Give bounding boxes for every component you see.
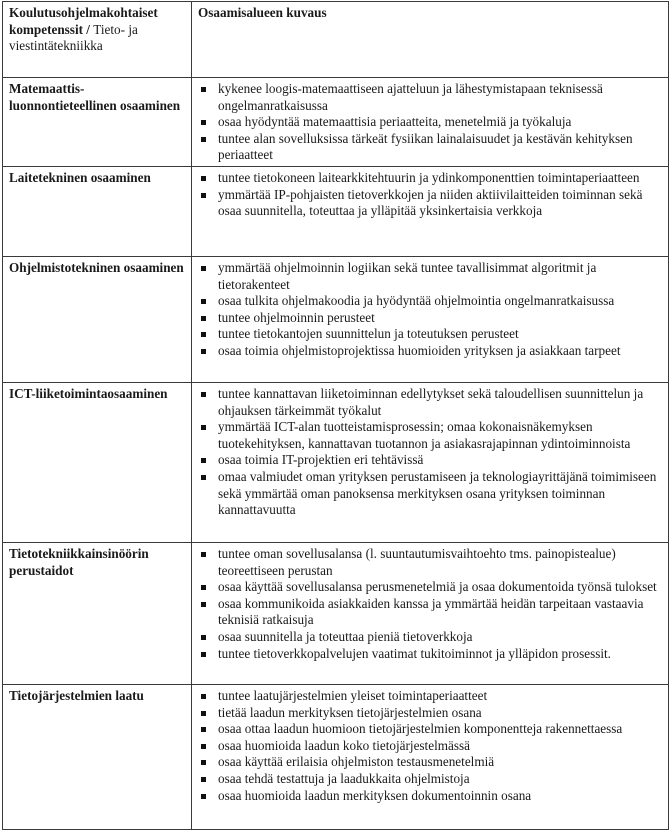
- table-body: [3, 78, 669, 830]
- list-item: ymmärtää ohjelmoinnin logiikan sekä tuntee tavallisimmat algoritmit ja tietorakenteet: [198, 260, 664, 293]
- table-row: [3, 256, 669, 382]
- list-item: tietää laadun merkityksen tietojärjestelmien osana: [198, 705, 664, 722]
- list-item: omaa valmiudet oman yrityksen perustamiseen ja teknologiayrittäjänä toimimiseen sekä ymmärtää oman panoksensa merkityksen osana yrityksen toiminnan kannattavuutta: [198, 469, 664, 519]
- list-item: kykenee loogis-matemaattiseen ajatteluun ja lähestymistapaan teknisessä ongelmanratkaisussa: [198, 81, 664, 114]
- competence-description: [192, 542, 669, 684]
- bullet-list: [198, 81, 664, 164]
- list-item: osaa suunnitella ja toteuttaa pieniä tietoverkkoja: [198, 629, 664, 646]
- table-row: [3, 684, 669, 829]
- list-item: osaa huomioida laadun koko tietojärjestelmässä: [198, 738, 664, 755]
- list-item: tuntee ohjelmoinnin perusteet: [198, 310, 664, 327]
- list-item: tuntee alan sovelluksissa tärkeät fysiikan lainalaisuudet ja kestävän kehityksen periaatteet: [198, 131, 664, 164]
- competence-description: [192, 382, 669, 542]
- list-item: osaa huomioida laadun merkityksen dokumentoinnin osana: [198, 788, 664, 805]
- table-row: [3, 166, 669, 256]
- list-item: osaa toimia ohjelmistoprojektissa huomioiden yrityksen ja asiakkaan tarpeet: [198, 343, 664, 360]
- table-row: [3, 542, 669, 684]
- competence-area: Matemaattis-luonnontieteellinen osaaminen: [3, 78, 192, 167]
- competence-description: [192, 166, 669, 256]
- list-item: tuntee tietokoneen laitearkkitehtuurin ja ydinkomponenttien toimintaperiaatteen: [198, 170, 664, 187]
- header-competences-title: Koulutusohjelmakohtaiset kompetenssit: [9, 5, 158, 37]
- list-item: tuntee oman sovellusalansa (l. suuntautumisvaihtoehto tms. painopistealue) teoreettiseen perustan: [198, 546, 664, 579]
- header-separator: /: [83, 21, 94, 37]
- competence-area: Tietojärjestelmien laatu: [3, 684, 192, 829]
- header-program-name: Tieto- ja viestintätekniikka: [9, 21, 138, 54]
- list-item: osaa toimia IT-projektien eri tehtävissä: [198, 452, 664, 469]
- list-item: tuntee tietoverkkopalvelujen vaatimat tukitoiminnot ja ylläpidon prosessit.: [198, 646, 664, 663]
- competence-area: Laitetekninen osaaminen: [3, 166, 192, 256]
- competence-area: ICT-liiketoimintaosaaminen: [3, 382, 192, 542]
- list-item: osaa kommunikoida asiakkaiden kanssa ja ymmärtää heidän tarpeitaan vastaavia teknisiä ratkaisuja: [198, 596, 664, 629]
- bullet-list: [198, 170, 664, 220]
- bullet-list: [198, 386, 664, 519]
- list-item: tuntee laatujärjestelmien yleiset toimintaperiaatteet: [198, 688, 664, 705]
- header-row: [3, 2, 669, 78]
- table-row: [3, 78, 669, 167]
- list-item: osaa tehdä testattuja ja laadukkaita ohjelmistoja: [198, 771, 664, 788]
- header-description: Osaamisalueen kuvaus: [192, 2, 669, 78]
- list-item: tuntee kannattavan liiketoiminnan edellytykset sekä taloudellisen suunnittelun ja ohjauksen tärkeimmät työkalut: [198, 386, 664, 419]
- competence-area: Tietotekniikkainsinöörin perustaidot: [3, 542, 192, 684]
- list-item: ymmärtää IP-pohjaisten tietoverkkojen ja niiden aktiivilaitteiden toiminnan sekä osaa suunnitella, toteuttaa ja ylläpitää yksinkertaisia verkkoja: [198, 187, 664, 220]
- list-item: osaa käyttää sovellusalansa perusmenetelmiä ja osaa dokumentoida työnsä tulokset: [198, 579, 664, 596]
- list-item: tuntee tietokantojen suunnittelun ja toteutuksen perusteet: [198, 326, 664, 343]
- list-item: osaa hyödyntää matemaattisia periaatteita, menetelmiä ja työkaluja: [198, 114, 664, 131]
- header-competences: [3, 2, 192, 78]
- bullet-list: [198, 546, 664, 662]
- list-item: ymmärtää ICT-alan tuotteistamisprosessin; omaa kokonaisnäkemyksen tuotekehityksen, kannattavan tuotannon ja asiakasrajapinnan ydintoiminnoista: [198, 419, 664, 452]
- competence-description: [192, 256, 669, 382]
- competence-description: [192, 684, 669, 829]
- list-item: osaa ottaa laadun huomioon tietojärjestelmien komponentteja rakennettaessa: [198, 721, 664, 738]
- list-item: osaa tulkita ohjelmakoodia ja hyödyntää ohjelmointia ongelmanratkaisussa: [198, 293, 664, 310]
- competence-area: Ohjelmistotekninen osaaminen: [3, 256, 192, 382]
- bullet-list: [198, 260, 664, 360]
- competence-description: [192, 78, 669, 167]
- list-item: osaa käyttää erilaisia ohjelmiston testausmenetelmiä: [198, 754, 664, 771]
- bullet-list: [198, 688, 664, 804]
- table-row: [3, 382, 669, 542]
- competence-table: [2, 1, 669, 830]
